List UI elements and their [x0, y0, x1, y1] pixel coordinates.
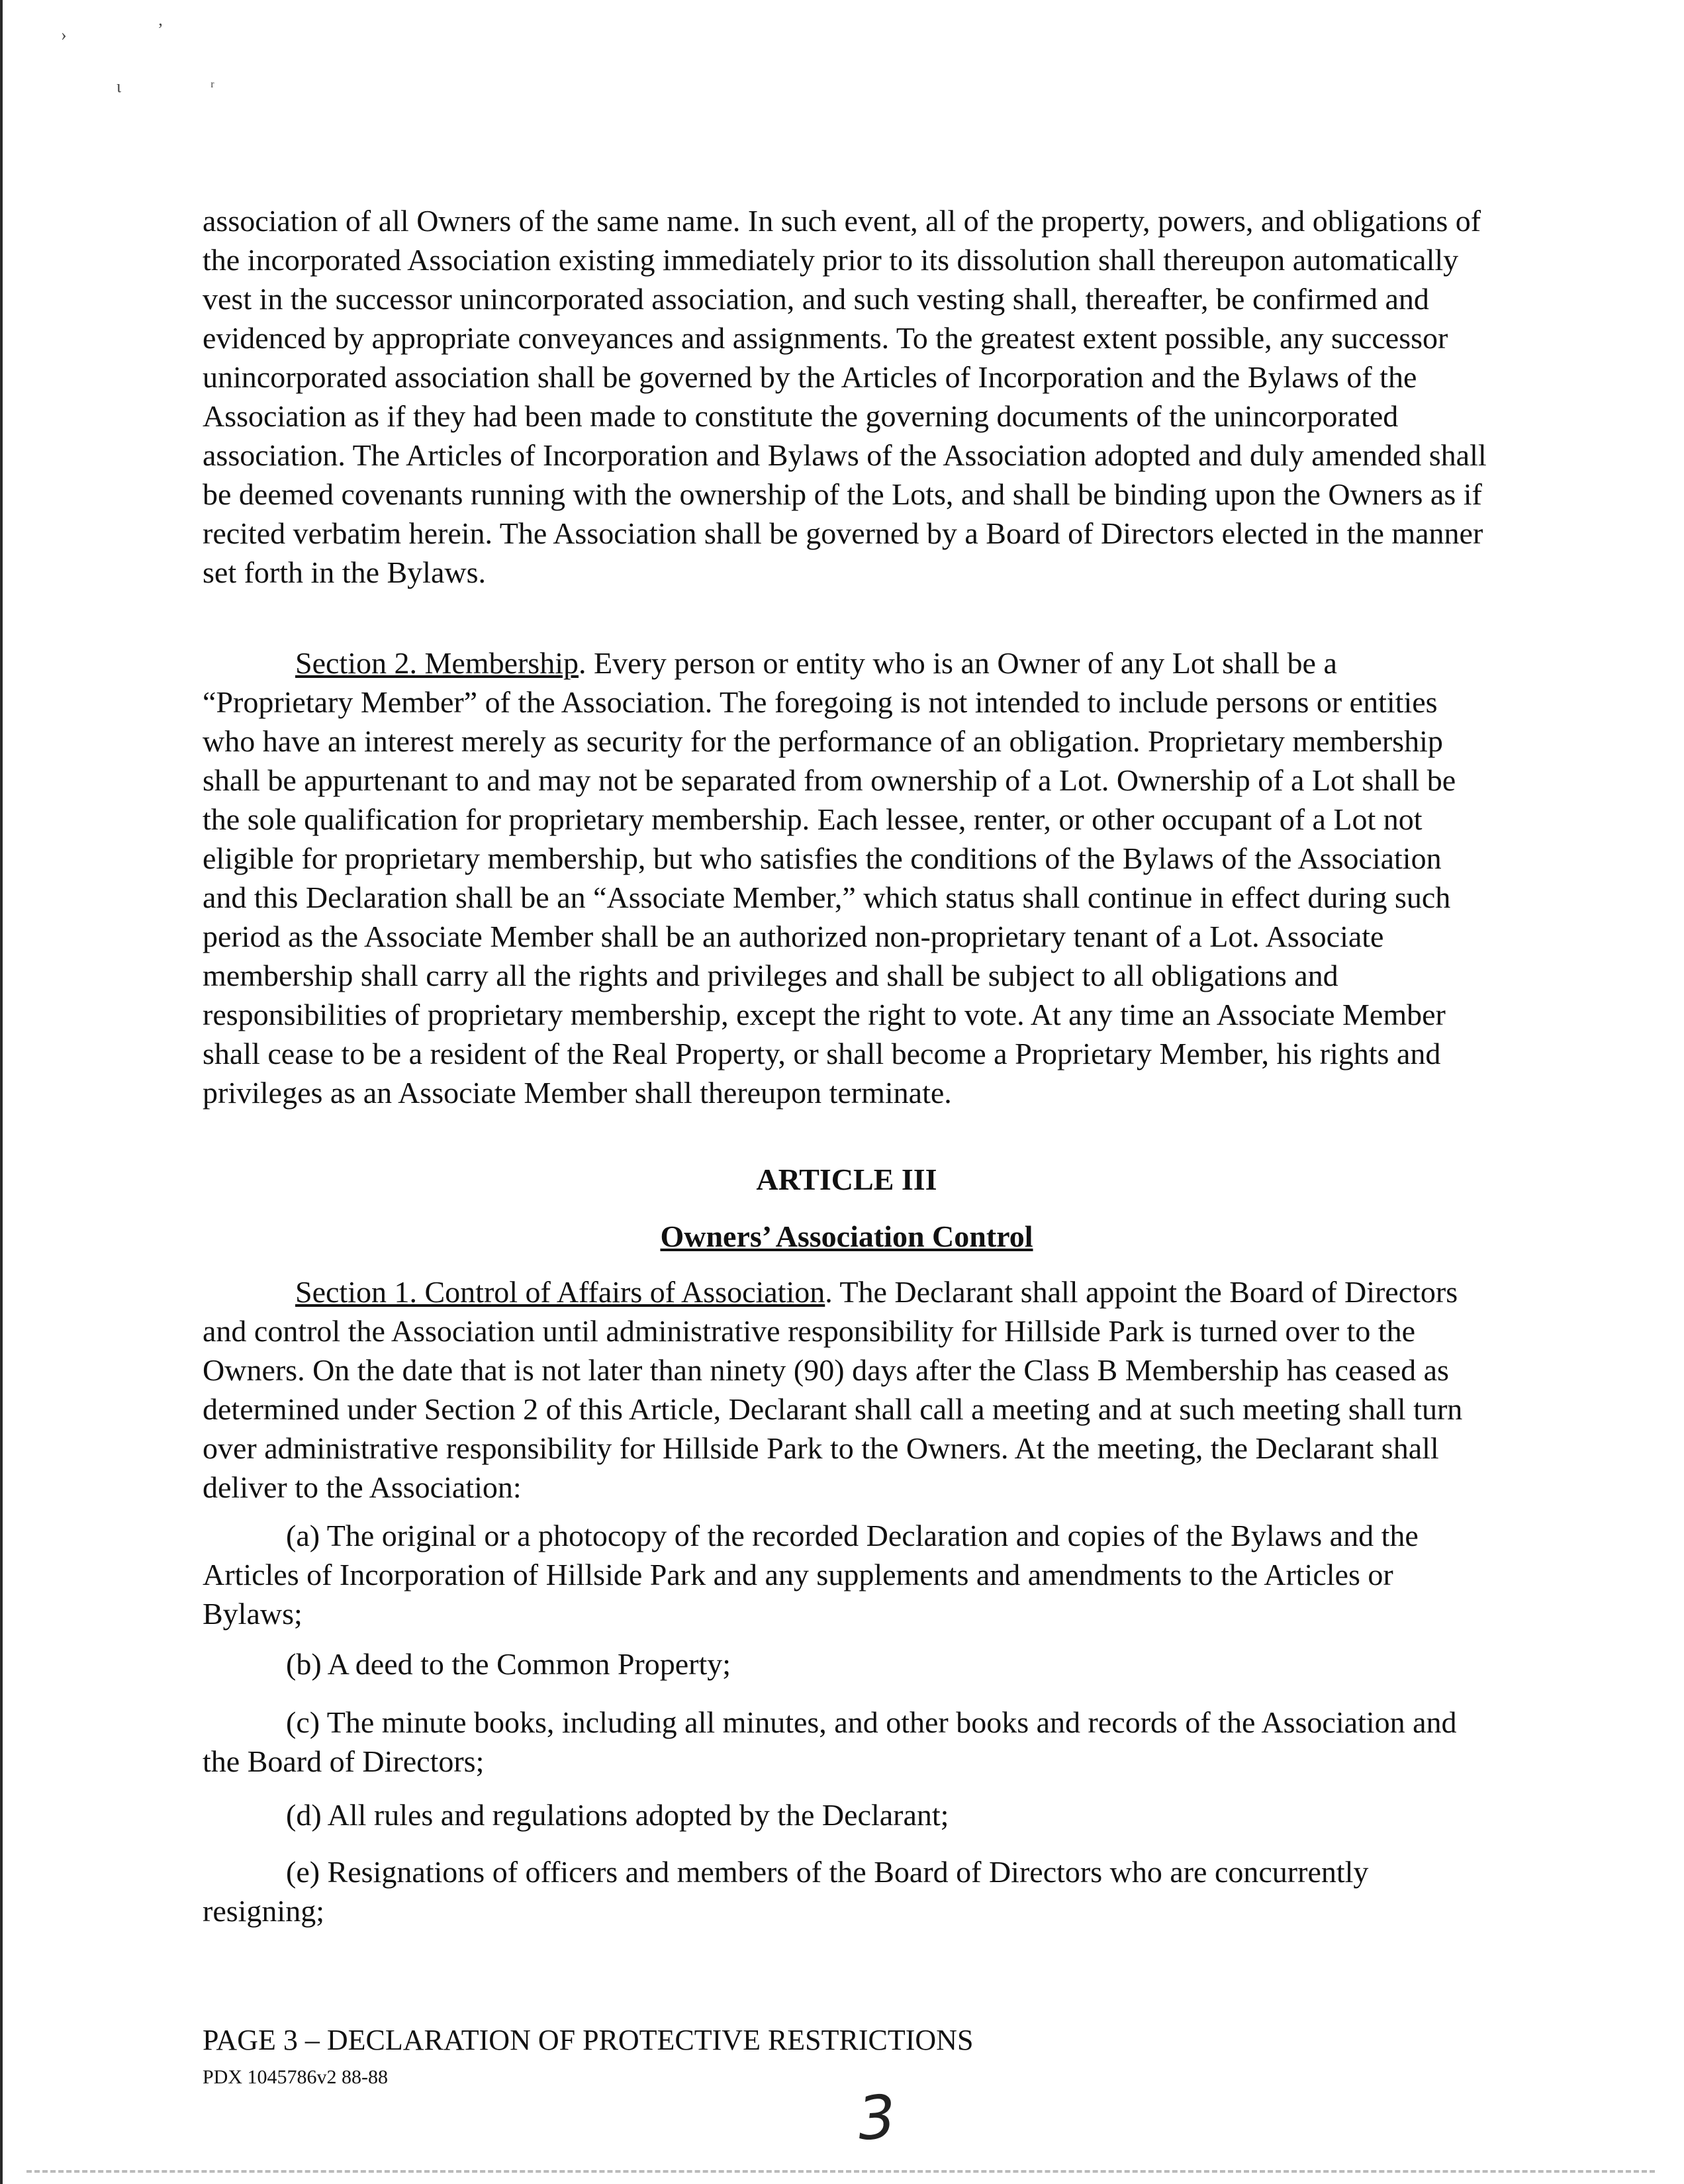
list-item-e: (e) Resignations of officers and members of the Board of Directors who are concurrently resigning;	[203, 1855, 1369, 1928]
list-item-c: (c) The minute books, including all minutes, and other books and records of the Association and the Board of Directors;	[203, 1705, 1457, 1778]
scan-edge	[0, 0, 3, 2184]
section-2-body: . Every person or entity who is an Owner of any Lot shall be a “Proprietary Member” of the Association. The foregoing is not intended to include persons or entities who have an interest merely as security for the performance of an obligation. Proprietary membership shall be appurtenant to and may not be separated from ownership of a Lot. Ownership of a Lot shall be the sole qualification for proprietary membership. Each lessee, renter, or other occupant of a Lot not eligible for proprietary membership, but who satisfies the conditions of the Bylaws of the Association and this Declaration shall be an “Associate Member,” which status shall continue in effect during such period as the Associate Member shall be an authorized non-proprietary tenant of a Lot. Associate membership shall carry all the rights and privileges and shall be subject to all obligations and responsibilities of proprietary membership, except the right to vote. At any time an Associate Member shall cease to be a resident of the Real Property, or shall become a Proprietary Member, his rights and privileges as an Associate Member shall thereupon terminate.	[203, 646, 1456, 1110]
section-1-heading: Section 1. Control of Affairs of Association	[295, 1275, 825, 1309]
footer-title: PAGE 3 – DECLARATION OF PROTECTIVE RESTRICTIONS	[203, 2024, 974, 2056]
scan-speck: ʼ	[158, 20, 164, 39]
section-2-membership	[203, 643, 1491, 1112]
handwritten-page-number: 3	[855, 2082, 898, 2154]
section-1-control	[203, 1272, 1491, 1507]
section-2-heading: Section 2. Membership	[295, 646, 579, 680]
list-item-a: (a) The original or a photocopy of the recorded Declaration and copies of the Bylaws and the Articles of Incorporation of Hillside Park and any supplements and amendments to the Articles or Bylaws;	[203, 1519, 1419, 1631]
scan-bottom-edge	[26, 2170, 1655, 2177]
list-item-b: (b) A deed to the Common Property;	[286, 1647, 731, 1681]
scan-speck: ι	[117, 77, 121, 96]
footer-doc-code: PDX 1045786v2 88-88	[203, 2066, 389, 2088]
list-item-d: (d) All rules and regulations adopted by the Declarant;	[286, 1798, 949, 1832]
section-1-body: . The Declarant shall appoint the Board of Directors and control the Association until administrative responsibility for Hillside Park is turned over to the Owners. On the date that is not later than ninety (90) days after the Class B Membership has ceased as determined under Section 2 of this Article, Declarant shall call a meeting and at such meeting shall turn over administrative responsibility for Hillside Park to the Owners. At the meeting, the Declarant shall deliver to the Association:	[203, 1275, 1463, 1504]
article-subtitle: Owners’ Association Control	[660, 1219, 1033, 1253]
article-title: ARTICLE III	[756, 1163, 937, 1196]
paragraph-dissolution: association of all Owners of the same name. In such event, all of the property, powers, and obligations of the incorporated Association existing immediately prior to its dissolution shall thereupon automatically vest in the successor unincorporated association, and such vesting shall, thereafter, be confirmed and evidenced by appropriate conveyances and assignments. To the greatest extent possible, any successor unincorporated association shall be governed by the Articles of Incorporation and the Bylaws of the Association as if they had been made to constitute the governing documents of the unincorporated association. The Articles of Incorporation and Bylaws of the Association adopted and duly amended shall be deemed covenants running with the ownership of the Lots, and shall be binding upon the Owners as if recited verbatim herein. The Association shall be governed by a Board of Directors elected in the manner set forth in the Bylaws.	[203, 204, 1487, 589]
scan-speck: ›	[61, 25, 67, 44]
scan-speck: ʳ	[210, 77, 214, 96]
